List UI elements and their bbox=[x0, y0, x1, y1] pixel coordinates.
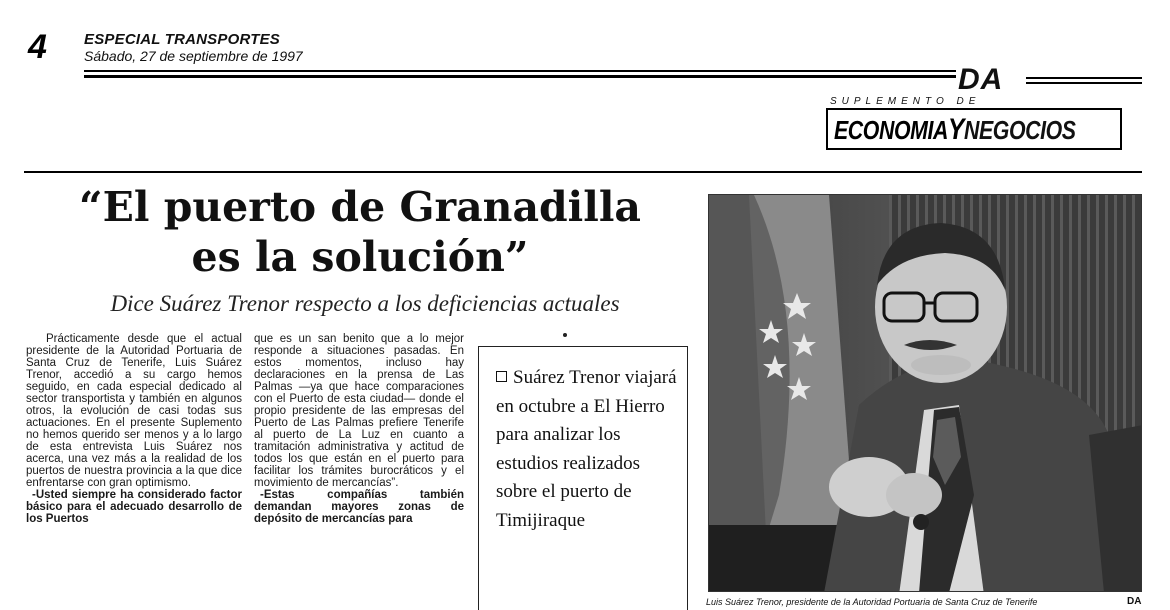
y-word: Y bbox=[947, 113, 964, 146]
paragraph-answer: que es un san benito que a lo mejor responde a situaciones pasadas. En estos momentos, incluso hay declaraciones en la prensa de Las Palmas —ya que hace comparaciones con el Puerto de esta ciudad— donde el propio presidente de las empresas del Puerto de Las Palmas prefiere Tenerife al puerto de La Luz en cuanto a tramitación administrativa y actitud de todos los que están en el puerto para facilitar los trámites burocráticos y el movimiento de mercancías”. bbox=[254, 333, 464, 489]
issue-date: Sábado, 27 de septiembre de 1997 bbox=[84, 48, 303, 64]
suplemento-label: SUPLEMENTO DE bbox=[830, 96, 981, 107]
article-headline bbox=[40, 182, 680, 282]
headline-line-2: es la solución” bbox=[191, 233, 529, 281]
da-logo: DA bbox=[958, 63, 1004, 96]
header-rule-top bbox=[84, 70, 956, 72]
photo-illustration bbox=[709, 195, 1142, 592]
body-column-2 bbox=[254, 333, 464, 610]
photo-credit: DA bbox=[1127, 596, 1142, 607]
pull-quote-text: Suárez Trenor viajará en octubre a El Hierro para analizar los estudios realizados sobre el puerto de Timijiraque bbox=[496, 367, 677, 531]
logo-rule-right-2 bbox=[1026, 82, 1142, 84]
body-column-1 bbox=[26, 333, 242, 610]
economia-word: ECONOMIA bbox=[834, 115, 948, 145]
section-title: ESPECIAL TRANSPORTES bbox=[84, 31, 280, 48]
headline-line-1: “El puerto de Granadilla bbox=[79, 183, 641, 231]
logo-rule-right-1 bbox=[1026, 77, 1142, 79]
negocios-word: NEGOCIOS bbox=[963, 115, 1076, 145]
article-subhead: Dice Suárez Trenor respecto a los deficiencias actuales bbox=[110, 291, 620, 316]
square-bullet-icon bbox=[496, 371, 507, 382]
pull-quote bbox=[496, 364, 682, 535]
section-divider bbox=[24, 171, 1142, 173]
page-number: 4 bbox=[28, 28, 47, 66]
decorative-dot bbox=[563, 333, 567, 337]
header-rule-bottom bbox=[84, 75, 956, 78]
article-photo bbox=[708, 194, 1142, 592]
question-2: -Estas compañías también demandan mayores zonas de depósito de mercancías para bbox=[254, 489, 464, 525]
question-1: -Usted siempre ha considerado factor básico para el adecuado desarrollo de los Puertos bbox=[26, 489, 242, 525]
economia-negocios-text bbox=[834, 115, 1076, 145]
photo-caption: Luis Suárez Trenor, presidente de la Autoridad Portuaria de Santa Cruz de Tenerife bbox=[706, 597, 1038, 607]
paragraph-intro: Prácticamente desde que el actual presidente de la Autoridad Portuaria de Santa Cruz de Tenerife, Luis Suárez Trenor, accedió a su cargo hemos seguido, en cada especial dedicado al sector transportista y también en algunos otros, la evolución de casi todas sus actuaciones. En el presente Suplemento no hemos querido ser menos y a lo largo de esta entrevista Luis Suárez nos acerca, una vez más a la realidad de los puertos de nuestra provincia a la que dice enfrentarse con gran optimismo. bbox=[26, 333, 242, 489]
